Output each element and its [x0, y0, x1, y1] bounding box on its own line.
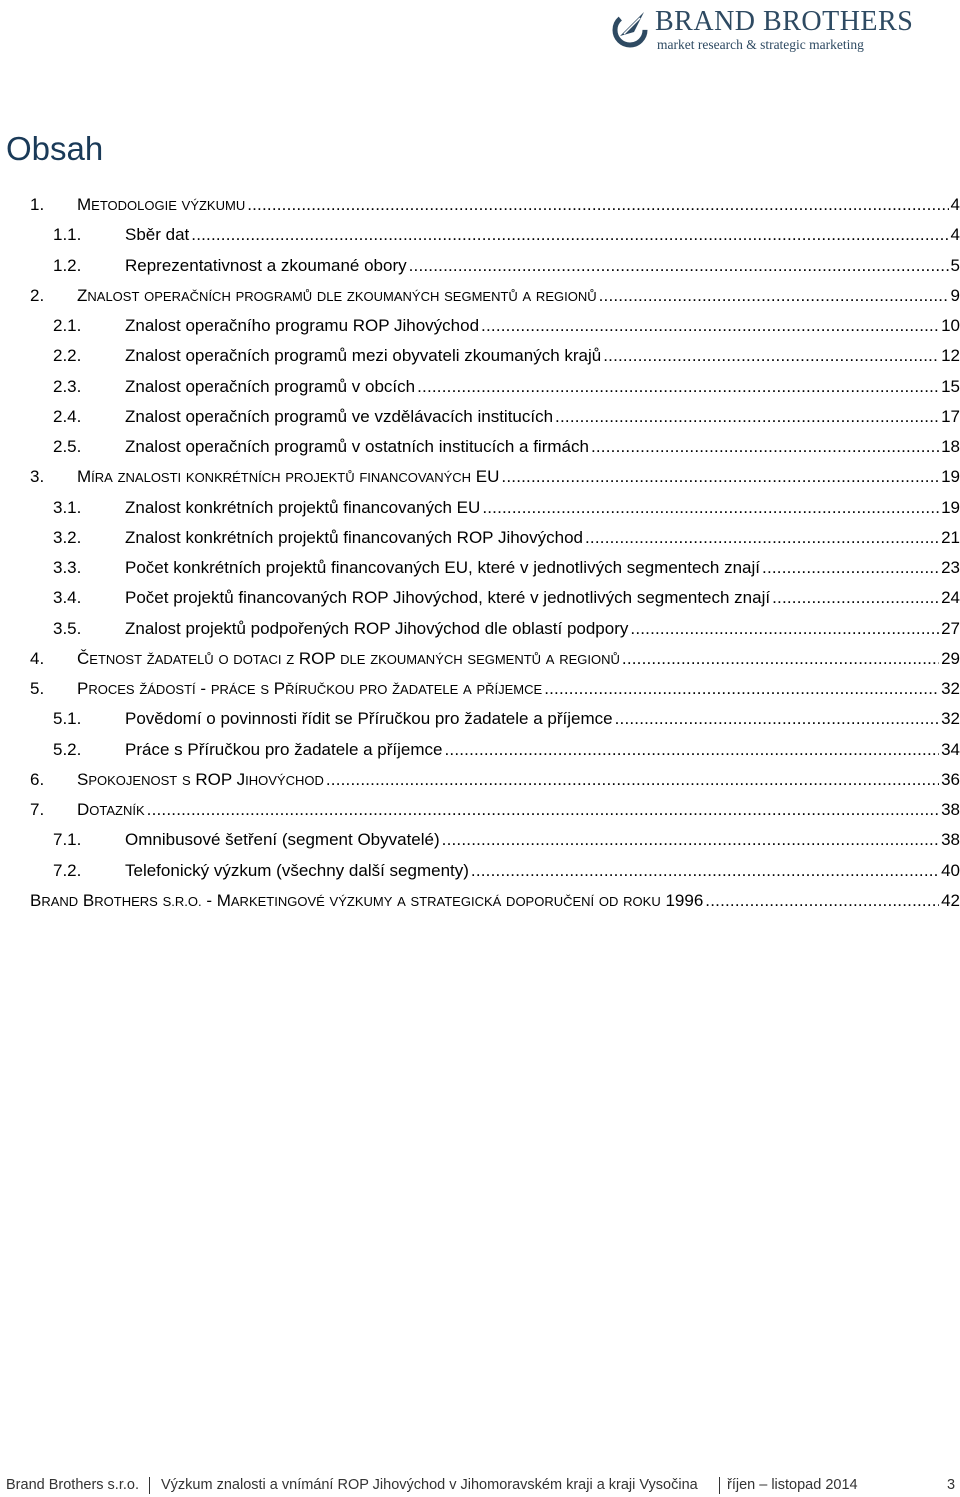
toc-entry-page: 24 — [941, 588, 960, 608]
toc-dot-leader — [555, 402, 939, 432]
toc-entry[interactable] — [0, 311, 960, 341]
toc-entry-number: 7.1. — [53, 830, 82, 850]
toc-entry-title: Omnibusové šetření (segment Obyvatelé) — [125, 830, 440, 850]
toc-dot-leader — [544, 674, 939, 704]
toc-dot-leader — [442, 825, 939, 855]
toc-entry-number: 1.2. — [53, 255, 82, 275]
toc-entry[interactable] — [0, 220, 960, 250]
toc-dot-leader — [417, 372, 939, 402]
toc-entry-title: Znalost konkrétních projektů financovaných ROP Jihovýchod — [125, 527, 583, 547]
toc-entry-page: 19 — [941, 467, 960, 487]
toc-entry-title: DOTAZNÍK — [77, 800, 145, 819]
toc-entry-page: 18 — [941, 437, 960, 456]
toc-entry-title: Znalost operačních programů v obcích — [125, 376, 416, 396]
toc-entry[interactable] — [0, 856, 960, 886]
toc-dot-leader — [481, 311, 939, 341]
toc-entry-title: MÍRA ZNALOSTI KONKRÉTNÍCH PROJEKTŮ FINANCOVANÝCH EU — [77, 467, 500, 487]
toc-entry-number: 3.2. — [53, 527, 82, 547]
toc-entry[interactable] — [0, 765, 960, 795]
footer-document-title: Výzkum znalosti a vnímání ROP Jihovýchod v Jihomoravském kraji a kraji Vysočina — [161, 1477, 698, 1493]
toc-entry-number: 2.1. — [53, 316, 82, 335]
toc-entry[interactable] — [0, 251, 960, 281]
toc-entry-page: 27 — [941, 618, 960, 638]
toc-entry-page: 15 — [941, 376, 960, 396]
toc-entry-page: 9 — [950, 285, 960, 305]
toc-entry[interactable] — [0, 583, 960, 613]
toc-entry[interactable] — [0, 553, 960, 583]
toc-entry-title: METODOLOGIE VÝZKUMU — [77, 195, 246, 214]
toc-entry-title: Znalost operačních programů mezi obyvateli zkoumaných krajů — [125, 346, 602, 366]
toc-entry-title: Telefonický výzkum (všechny další segmenty) — [125, 860, 469, 880]
toc-entry[interactable] — [0, 704, 960, 734]
toc-entry-number: 7.2. — [53, 860, 82, 880]
toc-entry[interactable] — [0, 644, 960, 674]
page-footer — [0, 1474, 960, 1496]
toc-dot-leader — [326, 765, 939, 795]
toc-dot-leader — [705, 886, 939, 916]
toc-dot-leader — [247, 190, 948, 220]
toc-entry[interactable] — [0, 886, 960, 916]
footer-divider — [719, 1477, 720, 1494]
toc-entry[interactable] — [0, 493, 960, 523]
toc-entry-title: Počet projektů financovaných ROP Jihovýchod, které v jednotlivých segmentech znají — [125, 588, 771, 608]
toc-dot-leader — [591, 432, 939, 462]
toc-entry-title: Znalost operačních programů v ostatních institucích a firmách — [125, 437, 589, 456]
toc-entry-page: 34 — [941, 739, 960, 759]
toc-entry-title: Počet konkrétních projektů financovaných EU, které v jednotlivých segmentech znají — [125, 558, 761, 577]
toc-entry-title: Povědomí o povinnosti řídit se Příručkou pro žadatele a příjemce — [125, 709, 613, 729]
toc-entry[interactable] — [0, 341, 960, 371]
toc-entry-title: Znalost projektů podpořených ROP Jihovýchod dle oblastí podpory — [125, 618, 629, 638]
toc-entry[interactable] — [0, 281, 960, 311]
toc-entry-title: ZNALOST OPERAČNÍCH PROGRAMŮ DLE ZKOUMANÝCH SEGMENTŮ A REGIONŮ — [77, 285, 597, 305]
toc-entry-title: Práce s Příručkou pro žadatele a příjemce — [125, 739, 443, 759]
toc-entry[interactable] — [0, 402, 960, 432]
toc-entry[interactable] — [0, 190, 960, 220]
toc-entry[interactable] — [0, 795, 960, 825]
toc-entry-title: Reprezentativnost a zkoumané obory — [125, 255, 407, 275]
toc-entry-number: 3.3. — [53, 558, 82, 577]
toc-entry[interactable] — [0, 523, 960, 553]
toc-dot-leader — [409, 251, 949, 281]
toc-entry-number: 2.4. — [53, 406, 82, 426]
page-title: Obsah — [6, 130, 104, 167]
toc-entry-title: Znalost konkrétních projektů financovaných EU — [125, 497, 481, 517]
toc-dot-leader — [630, 614, 939, 644]
toc-entry[interactable] — [0, 372, 960, 402]
toc-entry-page: 21 — [941, 527, 960, 547]
toc-entry-number: 3.5. — [53, 618, 82, 638]
toc-entry-number: 5.2. — [53, 739, 82, 759]
toc-entry-page: 36 — [941, 769, 960, 789]
toc-dot-leader — [599, 281, 949, 311]
toc-entry-page: 17 — [941, 406, 960, 426]
toc-dot-leader — [482, 493, 939, 523]
toc-entry[interactable] — [0, 825, 960, 855]
toc-dot-leader — [772, 583, 939, 613]
toc-entry-page: 38 — [941, 800, 960, 819]
toc-entry-page: 12 — [941, 346, 960, 366]
toc-entry[interactable] — [0, 735, 960, 765]
toc-entry-page: 32 — [941, 679, 960, 698]
toc-entry-number: 1. — [30, 195, 45, 214]
compass-swirl-icon — [610, 6, 654, 50]
toc-entry-number: 3. — [30, 467, 45, 487]
toc-entry[interactable] — [0, 614, 960, 644]
footer-divider — [149, 1477, 150, 1494]
toc-dot-leader — [585, 523, 939, 553]
toc-entry-number: 5. — [30, 679, 45, 698]
toc-entry-page: 32 — [941, 709, 960, 729]
toc-entry-title: Sběr dat — [125, 225, 190, 245]
toc-dot-leader — [603, 341, 939, 371]
toc-entry[interactable] — [0, 462, 960, 492]
toc-dot-leader — [501, 462, 939, 492]
toc-entry-page: 4 — [950, 225, 960, 245]
toc-entry-title: Znalost operačních programů ve vzdělávacích institucích — [125, 406, 554, 426]
toc-entry-title: PROCES ŽÁDOSTÍ - PRÁCE S PŘÍRUČKOU PRO ŽADATELE A PŘÍJEMCE — [77, 679, 543, 698]
toc-entry-number: 7. — [30, 800, 45, 819]
toc-dot-leader — [444, 735, 939, 765]
toc-entry-number: 1.1. — [53, 225, 82, 245]
toc-entry-number: 2.5. — [53, 437, 82, 456]
toc-dot-leader — [615, 704, 939, 734]
toc-entry-page: 23 — [941, 558, 960, 577]
toc-entry-page: 4 — [950, 195, 960, 214]
toc-dot-leader — [191, 220, 948, 250]
toc-entry-page: 29 — [941, 648, 960, 668]
footer-date: říjen – listopad 2014 — [727, 1477, 858, 1493]
toc-entry-number: 4. — [30, 648, 45, 668]
toc-entry-page: 19 — [941, 497, 960, 517]
toc-entry-number: 5.1. — [53, 709, 82, 729]
toc-entry-page: 42 — [941, 890, 960, 910]
toc-entry-title: Znalost operačního programu ROP Jihovýchod — [125, 316, 480, 335]
toc-entry-number: 3.4. — [53, 588, 82, 608]
toc-entry[interactable] — [0, 674, 960, 704]
toc-entry-title: SPOKOJENOST S ROP JIHOVÝCHOD — [77, 769, 324, 789]
brand-tagline: market research & strategic marketing — [657, 37, 864, 52]
toc-entry-number: 2.3. — [53, 376, 82, 396]
toc-entry-title: BRAND BROTHERS S.R.O. - MARKETINGOVÉ VÝZKUMY A STRATEGICKÁ DOPORUČENÍ OD ROKU 1996 — [30, 890, 704, 910]
toc-dot-leader — [762, 553, 939, 583]
toc-entry-page: 40 — [941, 860, 960, 880]
toc-entry-page: 38 — [941, 830, 960, 850]
toc-dot-leader — [471, 856, 939, 886]
toc-entry-number: 6. — [30, 769, 45, 789]
toc-entry-page: 10 — [941, 316, 960, 335]
toc-entry-number: 2.2. — [53, 346, 82, 366]
toc-entry[interactable] — [0, 432, 960, 462]
toc-entry-title: ČETNOST ŽADATELŮ O DOTACI Z ROP DLE ZKOUMANÝCH SEGMENTŮ A REGIONŮ — [77, 648, 620, 668]
toc-dot-leader — [147, 795, 939, 825]
toc-dot-leader — [622, 644, 939, 674]
footer-page-number: 3 — [947, 1477, 956, 1493]
footer-company: Brand Brothers s.r.o. — [6, 1477, 139, 1493]
brand-name: BRAND BROTHERS — [655, 6, 914, 37]
toc-entry-number: 2. — [30, 285, 45, 305]
brand-logo — [610, 6, 956, 52]
toc-entry-number: 3.1. — [53, 497, 82, 517]
toc-entry-page: 5 — [950, 255, 960, 275]
